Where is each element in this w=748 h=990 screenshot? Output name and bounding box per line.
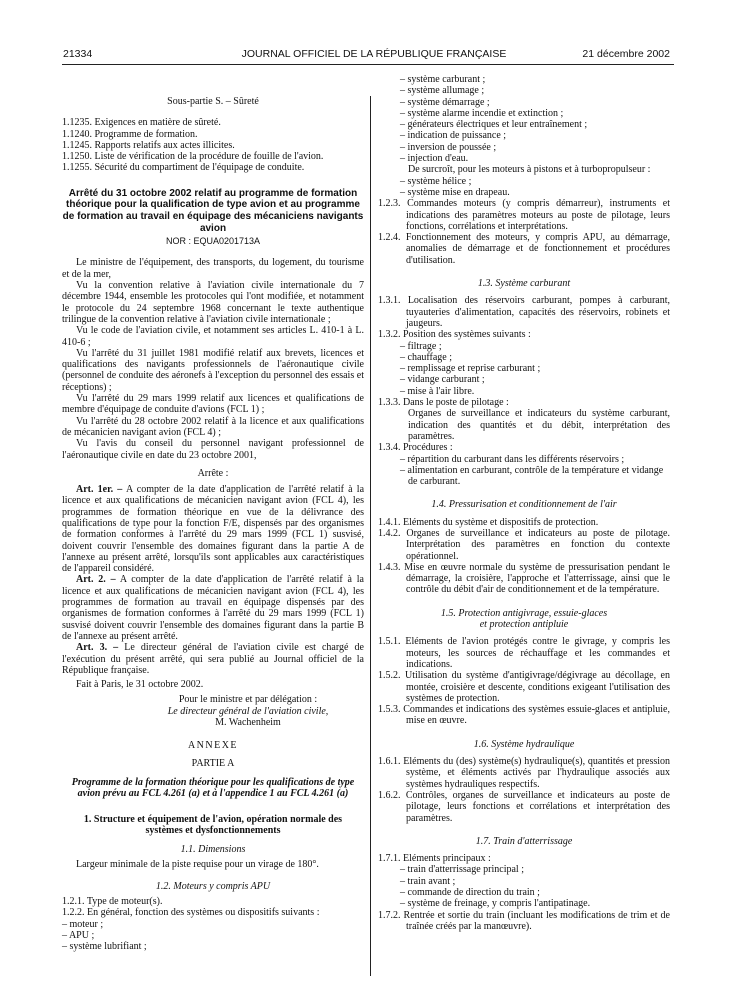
page-number: 21334 <box>63 48 93 60</box>
item-1-3-1: 1.3.1. Localisation des réservoirs carburant, pompes à carburant, tuyauteries d'alimentation, capacités des réservoirs, robinets et jaugeurs. <box>378 295 670 329</box>
page-header <box>0 48 748 62</box>
item-1-2-3: 1.2.3. Commandes moteurs (y compris démarreur), instruments et indications des paramètres moteurs au poste de pilotage, leurs fonctions, corrélations et interprétations. <box>378 198 670 232</box>
list-item: – système carburant ; <box>400 74 486 85</box>
right-column <box>378 74 670 932</box>
article-text: Le directeur général de l'aviation civile est chargé de l'exécution du présent arrêté, qui sera publié au Journal officiel de la République française. <box>62 642 364 676</box>
journal-title: JOURNAL OFFICIEL DE LA RÉPUBLIQUE FRANÇAISE <box>241 48 507 60</box>
program-title: Programme de la formation théorique pour les qualifications de type avion prévu au FCL 4.261 (a) et à l'appendice 1 au FCL 4.261 (a) <box>71 776 355 800</box>
section-1-6-title: 1.6. Système hydraulique <box>473 738 575 750</box>
list-item: 1.1245. Rapports relatifs aux actes illicites. <box>62 139 235 151</box>
signature-block <box>62 694 364 728</box>
list-item: – inversion de poussée ; <box>400 141 497 153</box>
section-1-5-title: 1.5. Protection antigivrage, essuie-glaces et protection antipluie <box>440 607 608 631</box>
annexe-heading: ANNEXE <box>187 740 239 752</box>
item-1-7-1: 1.7.1. Eléments principaux : <box>378 853 491 865</box>
preamble-line: Vu l'avis du conseil du personnel navigant professionnel de l'aéronautique civile en date du 23 octobre 2001, <box>62 438 364 461</box>
header-rule <box>62 64 674 65</box>
list-item: – filtrage ; <box>400 340 442 352</box>
signature-line: Pour le ministre et par délégation : <box>178 694 318 706</box>
list-item: – moteur ; <box>62 918 104 930</box>
section-1-4-title: 1.4. Pressurisation et conditionnement de l'air <box>431 499 617 511</box>
list-item: – alimentation en carburant, contrôle de la température et vidange de carburant. <box>400 464 664 488</box>
item-1-3-2: 1.3.2. Position des systèmes suivants : <box>378 329 531 341</box>
column-divider <box>370 96 371 976</box>
article-label: Art. 2. – <box>76 574 116 586</box>
article-label: Art. 3. – <box>76 642 119 654</box>
item-1-5-1: 1.5.1. Eléments de l'avion protégés contre le givrage, y compris les moteurs, les sources de réchauffage et les commandes et indications. <box>378 636 670 670</box>
done-at: Fait à Paris, le 31 octobre 2002. <box>76 679 204 691</box>
section-1-1-text: Largeur minimale de la piste requise pour un virage de 180°. <box>76 859 319 871</box>
item-1-3-3-text: Organes de surveillance et indicateurs du système carburant, indication des quantités et du débit, interprétation des paramètres. <box>408 408 670 442</box>
list-item: – système démarrage ; <box>400 96 490 108</box>
signature-line: Le directeur général de l'aviation civile, <box>167 705 329 717</box>
nor-reference: NOR : EQUA0201713A <box>165 236 261 247</box>
preamble-line: Vu le code de l'aviation civile, et notamment ses articles L. 410-1 à L. 410-6 ; <box>62 325 364 348</box>
arrete-title: Arrêté du 31 octobre 2002 relatif au programme de formation théorique pour la qualification de type avion et au programme de formation au travail en équipage des mécaniciens navigants avion <box>62 187 364 234</box>
list-item: – système lubrifiant ; <box>62 941 147 953</box>
item-1-4-1: 1.4.1. Eléments du système et dispositifs de protection. <box>378 516 599 528</box>
article-2 <box>62 574 364 642</box>
preamble-line: Vu l'arrêté du 31 juillet 1981 modifié relatif aux brevets, licences et qualifications des navigants professionnels de l'aéronautique civile (personnel de conduite des aéronefs à l'exception du personnel des essais et réceptions) ; <box>62 347 364 393</box>
subpart-list <box>62 117 364 173</box>
item-1-3-4: 1.3.4. Procédures : <box>378 442 453 454</box>
piston-note: De surcroît, pour les moteurs à pistons et à turbopropulseur : <box>408 164 651 176</box>
item-1-5-3: 1.5.3. Commandes et indications des systèmes essuie-glaces et antipluie, mise en œuvre. <box>378 704 670 727</box>
item-1-2-4: 1.2.4. Fonctionnement des moteurs, y compris APU, au démarrage, anomalies de démarrage et de fonctionnement et procédures d'utilisation. <box>378 232 670 266</box>
preamble-line: Vu la convention relative à l'aviation civile internationale du 7 décembre 1944, ensemble les protocoles qui l'ont modifiée, et notamment le protocole du 24 septembre 1968 concernant le texte authentique trilingue de la convention relative à l'aviation civile internationale ; <box>62 280 364 325</box>
preamble-line: Vu l'arrêté du 28 octobre 2002 relatif à la licence et aux qualifications de mécanicien navigant avion (FCL 4) ; <box>62 415 364 438</box>
list-item: – indication de puissance ; <box>400 130 507 142</box>
list-item: – train d'atterrissage principal ; <box>400 864 524 876</box>
issue-date: 21 décembre 2002 <box>582 48 670 60</box>
preamble-line: Le ministre de l'équipement, des transports, du logement, du tourisme et de la mer, <box>62 257 364 280</box>
list-item: 1.1240. Programme de formation. <box>62 128 198 140</box>
article-1 <box>62 484 364 574</box>
item-1-3-3: 1.3.3. Dans le poste de pilotage : <box>378 397 509 409</box>
list-item: – commande de direction du train ; <box>400 887 540 898</box>
list-item: – injection d'eau. <box>400 153 469 165</box>
subpart-title: Sous-partie S. – Sûreté <box>167 96 259 107</box>
list-item: – remplissage et reprise carburant ; <box>400 363 541 375</box>
section-1-3-title: 1.3. Système carburant <box>477 278 571 290</box>
item-1-6-2: 1.6.2. Contrôles, organes de surveillance et indicateurs au poste de pilotage, leurs fonctions et corrélations et interprétation des paramètres. <box>378 789 670 824</box>
section-1-title: 1. Structure et équipement de l'avion, opération normale des systèmes et dysfonctionnements <box>83 813 343 836</box>
list-item: – générateurs électriques et leur entraînement ; <box>400 119 588 131</box>
list-item: – vidange carburant ; <box>400 374 485 386</box>
article-3 <box>62 642 364 676</box>
list-item: – système alarme incendie et extinction ; <box>400 107 564 119</box>
list-item: – APU ; <box>62 929 95 941</box>
item-1-4-3: 1.4.3. Mise en œuvre normale du système de pressurisation pendant le démarrage, la croisière, l'approche et l'atterrissage, ainsi que le contrôle du débit d'air de conditionnement et de la température. <box>378 561 670 596</box>
arrete-word: Arrête : <box>197 467 229 479</box>
list-item: 1.1255. Sécurité du compartiment de l'équipage de conduite. <box>62 162 305 174</box>
item-1-5-2: 1.5.2. Utilisation du système d'antigivrage/dégivrage au décollage, en montée, croisière et descente, conditions exigeant l'utilisation des systèmes de protection. <box>378 670 670 704</box>
list-item: – système allumage ; <box>400 85 485 97</box>
list-item: – train avant ; <box>400 875 456 887</box>
list-item: – système de freinage, y compris l'antipatinage. <box>400 898 591 910</box>
item-1-7-2: 1.7.2. Rentrée et sortie du train (incluant les modifications de trim et de traînée créés par la manœuvre). <box>378 909 670 932</box>
list-item: 1.1250. Liste de vérification de la procédure de fouille de l'avion. <box>62 151 324 163</box>
list-item: – mise à l'air libre. <box>400 385 475 397</box>
article-label: Art. 1er. – <box>76 484 123 496</box>
item-1-4-2: 1.4.2. Organes de surveillance et indicateurs au poste de pilotage. Interprétation des paramètres en fonction du contexte opérationnel. <box>378 527 670 562</box>
section-1-1-title: 1.1. Dimensions <box>180 844 246 856</box>
item-1-6-1: 1.6.1. Eléments du (des) système(s) hydraulique(s), quantités et pression système, et éléments activés par l'hydraulique associés aux systèmes hydrauliques respectifs. <box>378 756 670 790</box>
article-text: A compter de la date d'application de l'arrêté relatif à la licence et aux qualifications de mécanicien navigant avion (FCL 4), les programmes de formation au travail en équipage dispensés par des organismes de formation conformes à l'arrêté du 29 mars 1999 (FCL 1) susvisé doivent couvrir l'ensemble des domaines figurant dans la partie B de l'annexe au présent arrêté. <box>62 574 364 642</box>
list-item: – système hélice ; <box>400 175 472 187</box>
article-text: A compter de la date d'application de l'arrêté relatif à la licence et aux qualifications de mécanicien navigant avion (FCL 4), les programmes de formation théorique en vue de la délivrance des qualifications de type pour la fonction F/E, dispensés par des organismes de formation conformes à l'arrêté du 29 mars 1999 (FCL 1) susvisé, doivent couvrir l'ensemble des domaines figurant dans la partie A de l'annexe au présent arrêté, lorsqu'ils sont applicables aux caractéristiques de l'appareil considéré. <box>62 484 365 575</box>
list-item: – système mise en drapeau. <box>400 186 510 198</box>
signatory-name: M. Wachenheim <box>215 717 281 729</box>
partie-heading: PARTIE A <box>191 757 235 769</box>
item-1-2-1: 1.2.1. Type de moteur(s). <box>62 896 163 907</box>
left-column <box>62 74 364 952</box>
list-item: – répartition du carburant dans les différents réservoirs ; <box>400 453 625 465</box>
section-1-2-title: 1.2. Moteurs y compris APU <box>155 880 271 892</box>
list-item: 1.1235. Exigences en matière de sûreté. <box>62 117 221 129</box>
list-item: – chauffage ; <box>400 351 453 363</box>
section-1-7-title: 1.7. Train d'atterrissage <box>475 835 573 847</box>
preamble-line: Vu l'arrêté du 29 mars 1999 relatif aux licences et qualifications de membre d'équipage de conduite d'avions (FCL 1) ; <box>62 393 364 416</box>
item-1-2-2: 1.2.2. En général, fonction des systèmes ou dispositifs suivants : <box>62 907 320 919</box>
